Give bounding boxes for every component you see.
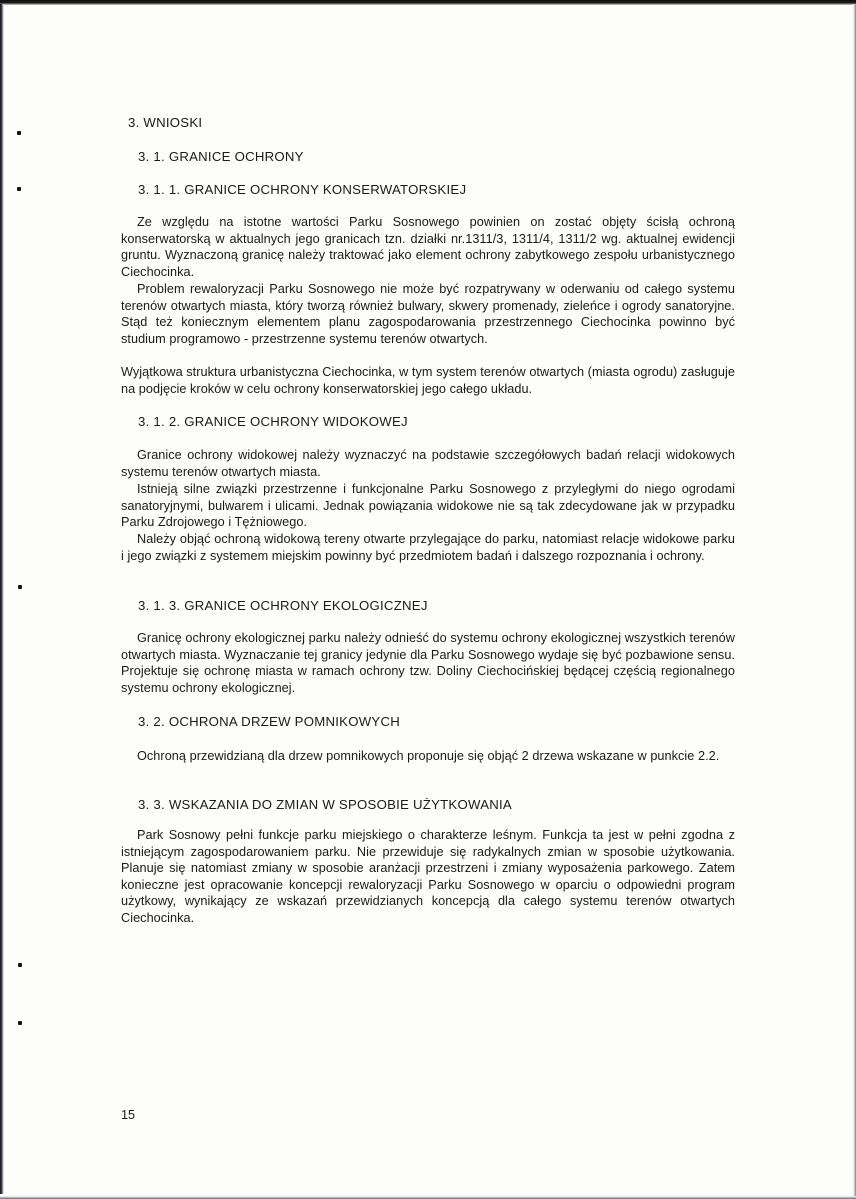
paragraph-konserwatorska-granice: Ze względu na istotne wartości Parku Sosnowego powinien on zostać objęty ścisłą ochroną konserwatorską w aktualnych jego granicach tzn. działki nr.1311/3, 1311/4, 1311/2 wg. aktualnej ewidencji gruntu. Wyznaczoną granicę należy traktować jako element ochrony zabytkowego zespołu urbanistycznego Ciechocinka. [121, 215, 735, 279]
heading-3-2-ochrona-drzew-pomnikowych: 3. 2. OCHRONA DRZEW POMNIKOWYCH [138, 714, 400, 729]
heading-3-1-2-granice-ochrony-widokowej: 3. 1. 2. GRANICE OCHRONY WIDOKOWEJ [138, 414, 408, 429]
scan-edge-top [0, 0, 856, 5]
scan-speck [18, 1021, 22, 1025]
scan-edge-left [0, 4, 4, 1194]
paragraph-park-sosnowy-funkcje: Park Sosnowy pełni funkcje parku miejskiego o charakterze leśnym. Funkcja ta jest w pełni zgodna z istniejącym zagospodarowaniem parku. Nie przewiduje się radykalnych zmian w sposobie użytkowania. Planuje się natomiast zmiany w sposobie aranżacji przestrzeni i zmiany wyposażenia parkowego. Zatem konieczne jest opracowanie koncepcji rewaloryzacji Parku Sosnowego w oparciu o odpowiedni program użytkowy, wynikający ze wskazań przewidzianych koncepcją dla całego systemu terenów otwartych Ciechocinka. [121, 828, 735, 925]
heading-3-1-1-granice-ochrony-konserwatorskiej: 3. 1. 1. GRANICE OCHRONY KONSERWATORSKIEJ [138, 182, 467, 197]
page-number: 15 [121, 1108, 136, 1122]
heading-3-1-granice-ochrony: 3. 1. GRANICE OCHRONY [138, 149, 304, 164]
scan-speck [17, 131, 21, 135]
paragraph-wyjatkowa-struktura: Wyjątkowa struktura urbanistyczna Ciechocinka, w tym system terenów otwartych (miasta ogrodu) zasługuje na podjęcie kroków w celu ochrony konserwatorskiej jego całego układu. [121, 365, 735, 396]
heading-3-wnioski: 3. WNIOSKI [128, 115, 203, 130]
heading-3-3-wskazania-do-zmian: 3. 3. WSKAZANIA DO ZMIAN W SPOSOBIE UŻYTKOWANIA [138, 797, 512, 812]
paragraph-problem-rewaloryzacji: Problem rewaloryzacji Parku Sosnowego nie może być rozpatrywany w oderwaniu od całego systemu terenów otwartych miasta, który tworzą również bulwary, skwery promenady, zieleńce i ogrody sanatoryjne. Stąd też koniecznym elementem planu zagospodarowania przestrzennego Ciechocinka powinno być studium programowo - przestrzenne systemu terenów otwartych. [121, 282, 735, 346]
paragraph-istnieja-silne-zwiazki: Istnieją silne związki przestrzenne i funkcjonalne Parku Sosnowego z przyległymi do niego ogrodami sanatoryjnymi, bulwarem i ulicami. Jednak powiązania widokowe nie są tak zdecydowane jak w przypadku Parku Zdrojowego i Tężniowego. [121, 482, 735, 530]
scan-speck [17, 187, 21, 191]
paragraph-granice-widokowej: Granice ochrony widokowej należy wyznaczyć na podstawie szczegółowych badań relacji widokowych systemu terenów otwartych miasta. [121, 448, 735, 479]
paragraph-granice-ekologicznej: Granicę ochrony ekologicznej parku należy odnieść do systemu ochrony ekologicznej wszystkich terenów otwartych miasta. Wyznaczanie tej granicy jedynie dla Parku Sosnowego wydaje się być pozbawione sensu. Projektuje się ochronę miasta w ramach ochrony tzw. Doliny Ciechocińskiej będącej częścią regionalnego systemu ochrony ekologicznej. [121, 631, 735, 695]
paragraph-nalezy-objac-ochrona: Należy objąć ochroną widokową tereny otwarte przylegające do parku, natomiast relacje widokowe parku i jego związki z systemem miejskim powinny być przedmiotem badań i dalszego rozpoznania i ochrony. [121, 532, 735, 563]
scan-speck [18, 585, 22, 589]
scan-speck [18, 963, 22, 967]
paragraph-ochrona-drzew: Ochroną przewidzianą dla drzew pomnikowych proponuje się objąć 2 drzewa wskazane w punkcie 2.2. [137, 749, 720, 763]
heading-3-1-3-granice-ochrony-ekologicznej: 3. 1. 3. GRANICE OCHRONY EKOLOGICZNEJ [138, 598, 428, 613]
